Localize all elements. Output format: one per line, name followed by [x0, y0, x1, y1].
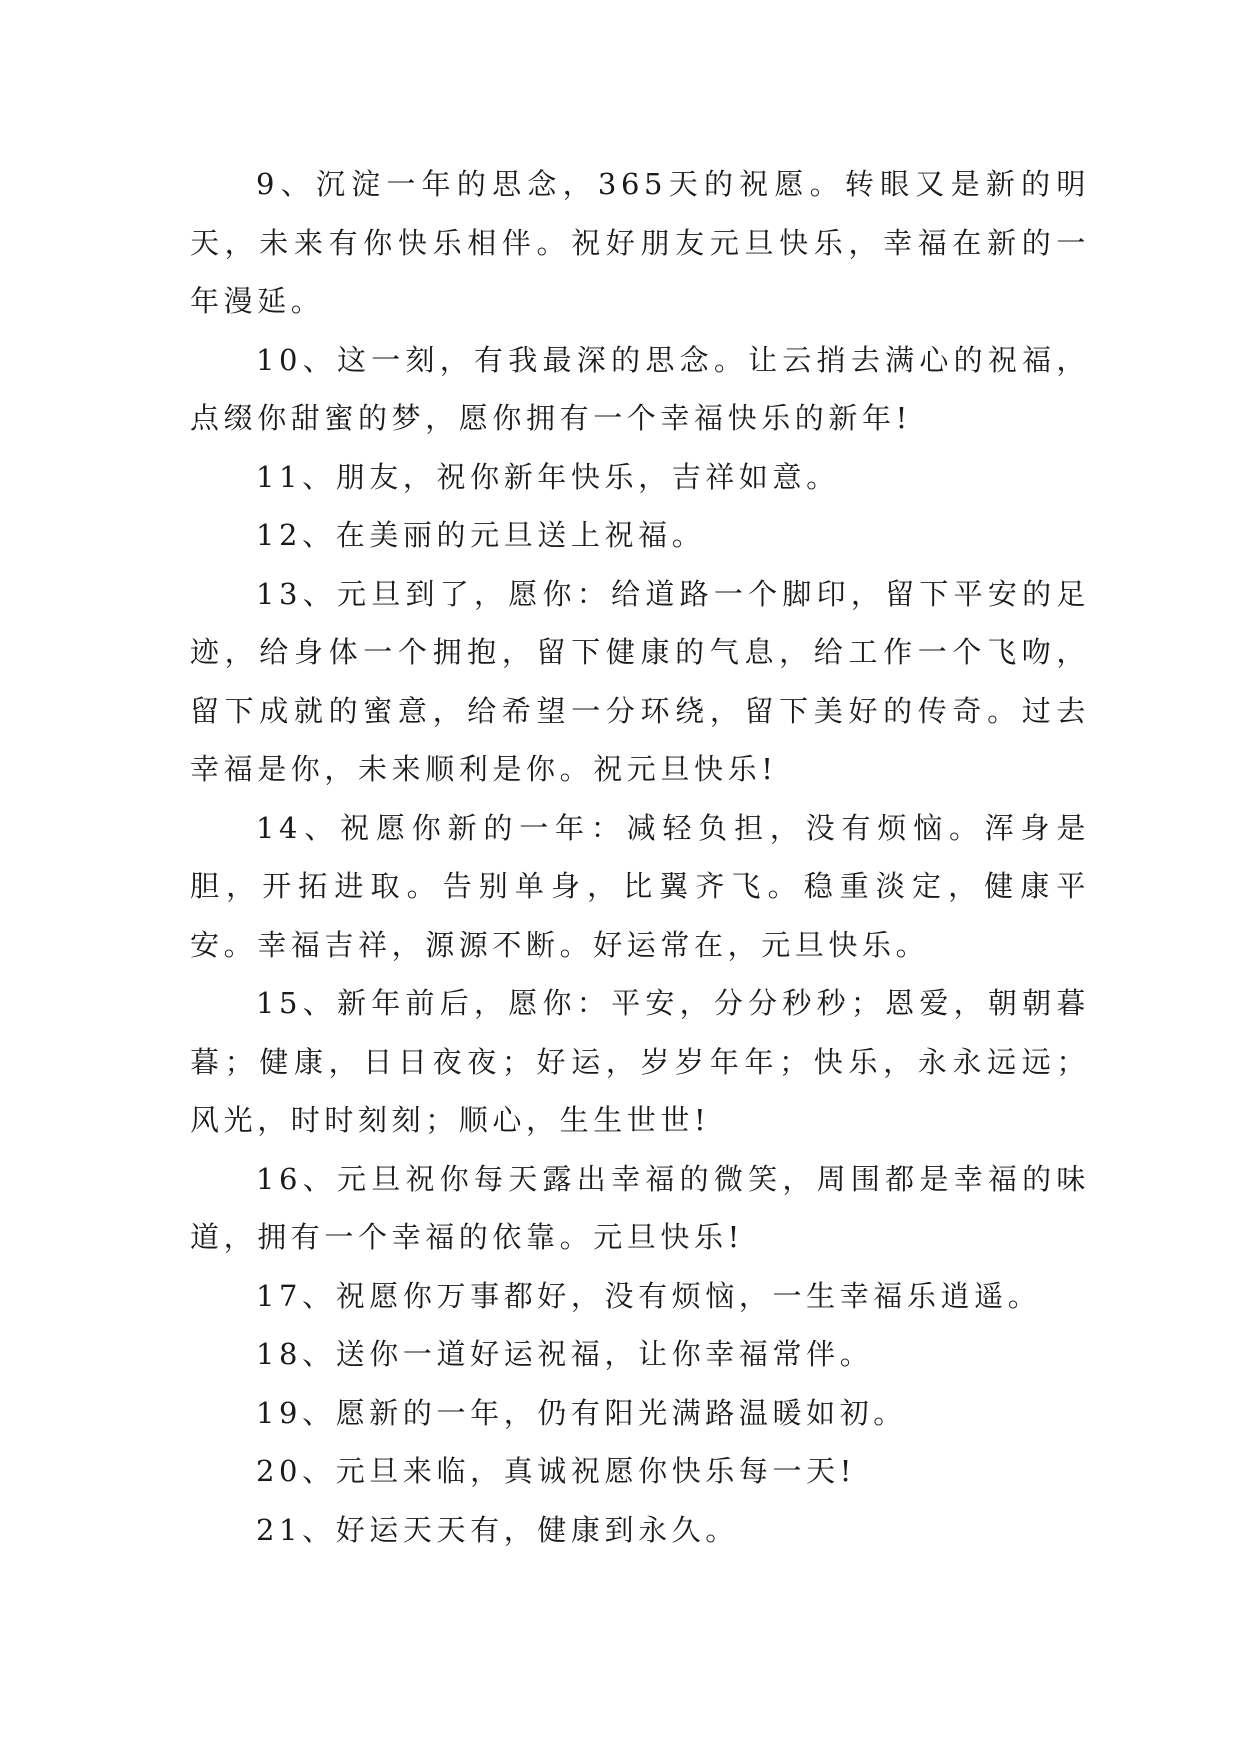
- paragraph-15: 15、新年前后，愿你：平安，分分秒秒；恩爱，朝朝暮暮；健康，日日夜夜；好运，岁岁年年；快乐，永永远远；风光，时时刻刻；顺心，生生世世!: [190, 986, 1090, 1137]
- paragraph-17: 17、祝愿你万事都好，没有烦恼，一生幸福乐逍遥。: [256, 1278, 1042, 1313]
- paragraph-19: 19、愿新的一年，仍有阳光满路温暖如初。: [256, 1395, 907, 1430]
- paragraph-14: 14、祝愿你新的一年：减轻负担，没有烦恼。浑身是胆，开拓进取。告别单身，比翼齐飞。稳重淡定，健康平安。幸福吉祥，源源不断。好运常在，元旦快乐。: [190, 810, 1090, 962]
- paragraph-10: 10、这一刻，有我最深的思念。让云捎去满心的祝福，点缀你甜蜜的梦，愿你拥有一个幸福快乐的新年!: [190, 342, 1090, 435]
- document-body: [190, 155, 1090, 1559]
- paragraph-16: 16、元旦祝你每天露出幸福的微笑，周围都是幸福的味道，拥有一个幸福的依靠。元旦快乐!: [190, 1161, 1090, 1254]
- paragraph-9: 9、沉淀一年的思念，365天的祝愿。转眼又是新的明天，未来有你快乐相伴。祝好朋友元旦快乐，幸福在新的一年漫延。: [190, 167, 1090, 318]
- paragraph-11: 11、朋友，祝你新年快乐，吉祥如意。: [256, 459, 840, 494]
- paragraph-13: 13、元旦到了，愿你：给道路一个脚印，留下平安的足迹，给身体一个拥抱，留下健康的气息，给工作一个飞吻，留下成就的蜜意，给希望一分环绕，留下美好的传奇。过去幸福是你，未来顺利是你。祝元旦快乐!: [190, 576, 1090, 786]
- paragraph-18: 18、送你一道好运祝福，让你幸福常伴。: [256, 1337, 874, 1371]
- paragraph-21: 21、好运天天有，健康到永久。: [256, 1512, 739, 1547]
- paragraph-20: 20、元旦来临，真诚祝愿你快乐每一天!: [256, 1454, 856, 1488]
- paragraph-12: 12、在美丽的元旦送上祝福。: [256, 518, 706, 552]
